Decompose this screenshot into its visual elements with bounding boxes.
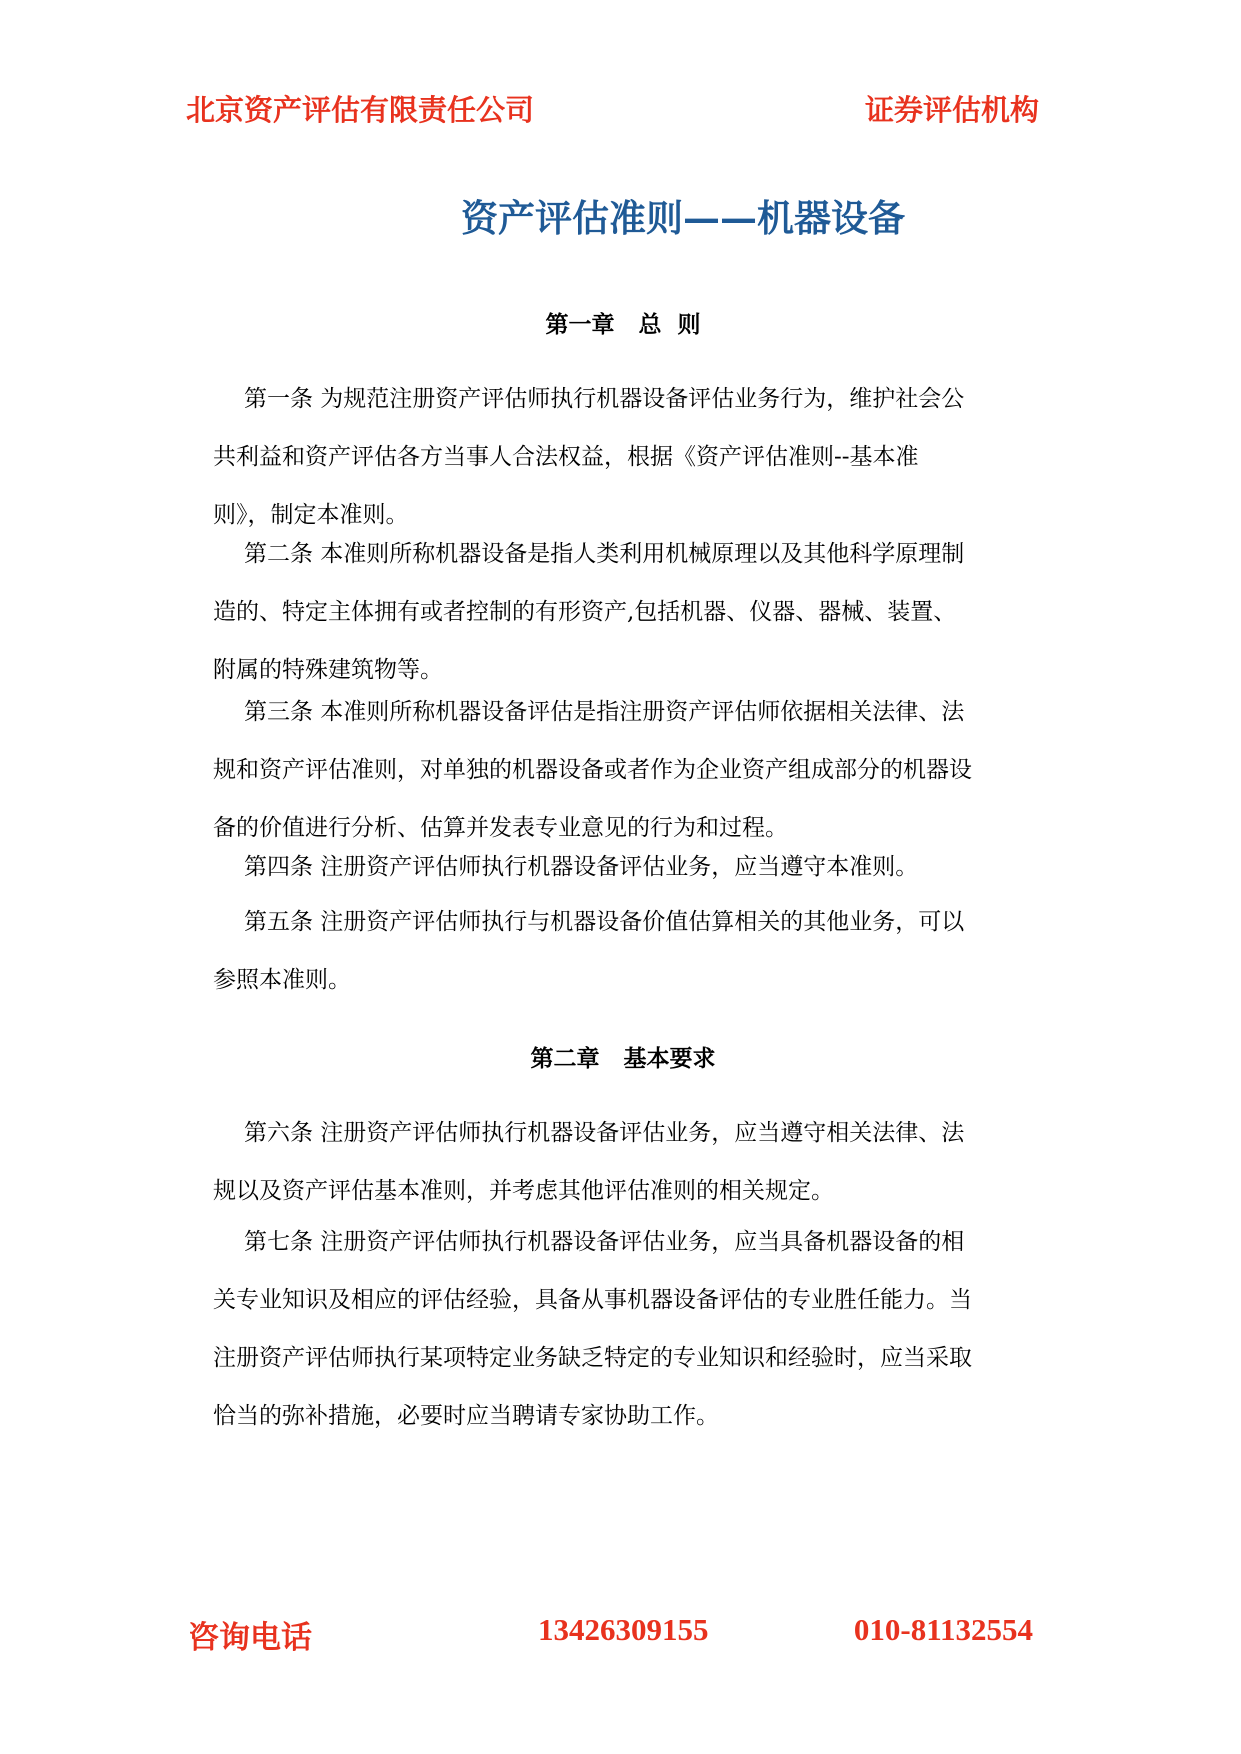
chapter-heading: 第一章 总 则 bbox=[545, 312, 701, 338]
article-3 bbox=[213, 683, 1033, 857]
paragraph-line: 参照本准则。 bbox=[213, 967, 351, 993]
document-title: 资产评估准则——机器设备 bbox=[461, 196, 905, 240]
article-1 bbox=[213, 370, 1033, 544]
paragraph-line: 第三条 本准则所称机器设备评估是指注册资产评估师依据相关法律、法 bbox=[244, 699, 965, 725]
paragraph-line: 第二条 本准则所称机器设备是指人类利用机械原理以及其他科学原理制 bbox=[244, 541, 965, 567]
paragraph-line: 注册资产评估师执行某项特定业务缺乏特定的专业知识和经验时，应当采取 bbox=[213, 1345, 972, 1371]
paragraph-line: 备的价值进行分析、估算并发表专业意见的行为和过程。 bbox=[213, 815, 788, 841]
paragraph-line: 规以及资产评估基本准则，并考虑其他评估准则的相关规定。 bbox=[213, 1178, 834, 1204]
company-tagline: 证券评估机构 bbox=[864, 93, 1039, 127]
paragraph-line: 规和资产评估准则，对单独的机器设备或者作为企业资产组成部分的机器设 bbox=[213, 757, 972, 783]
mobile-number[interactable]: 13426309155 bbox=[538, 1612, 709, 1647]
paragraph-line: 附属的特殊建筑物等。 bbox=[213, 657, 443, 683]
article-2 bbox=[213, 525, 1033, 699]
paragraph-line: 第四条 注册资产评估师执行机器设备评估业务，应当遵守本准则。 bbox=[244, 854, 919, 880]
document-body bbox=[213, 0, 1033, 1480]
paragraph-line: 共利益和资产评估各方当事人合法权益，根据《资产评估准则--基本准 bbox=[213, 444, 919, 470]
article-4 bbox=[213, 838, 1033, 896]
chapter-heading: 第二章 基本要求 bbox=[530, 1046, 716, 1072]
paragraph-line: 第一条 为规范注册资产评估师执行机器设备评估业务行为，维护社会公 bbox=[244, 386, 965, 412]
paragraph-line: 第五条 注册资产评估师执行与机器设备价值估算相关的其他业务，可以 bbox=[244, 909, 965, 935]
article-6 bbox=[213, 1104, 1033, 1220]
hotline-label: 咨询电话 bbox=[188, 1620, 312, 1656]
paragraph-line: 第七条 注册资产评估师执行机器设备评估业务，应当具备机器设备的相 bbox=[244, 1229, 965, 1255]
paragraph-line: 恰当的弥补措施，必要时应当聘请专家协助工作。 bbox=[213, 1403, 719, 1429]
paragraph-line: 第六条 注册资产评估师执行机器设备评估业务，应当遵守相关法律、法 bbox=[244, 1120, 965, 1146]
landline-number[interactable]: 010-81132554 bbox=[853, 1612, 1033, 1647]
article-5 bbox=[213, 893, 1033, 1009]
company-name: 北京资产评估有限责任公司 bbox=[186, 93, 535, 127]
article-7 bbox=[213, 1213, 1033, 1445]
paragraph-line: 则》，制定本准则。 bbox=[213, 502, 409, 528]
paragraph-line: 关专业知识及相应的评估经验，具备从事机器设备评估的专业胜任能力。当 bbox=[213, 1287, 972, 1313]
paragraph-line: 造的、特定主体拥有或者控制的有形资产,包括机器、仪器、器械、装置、 bbox=[213, 599, 957, 625]
